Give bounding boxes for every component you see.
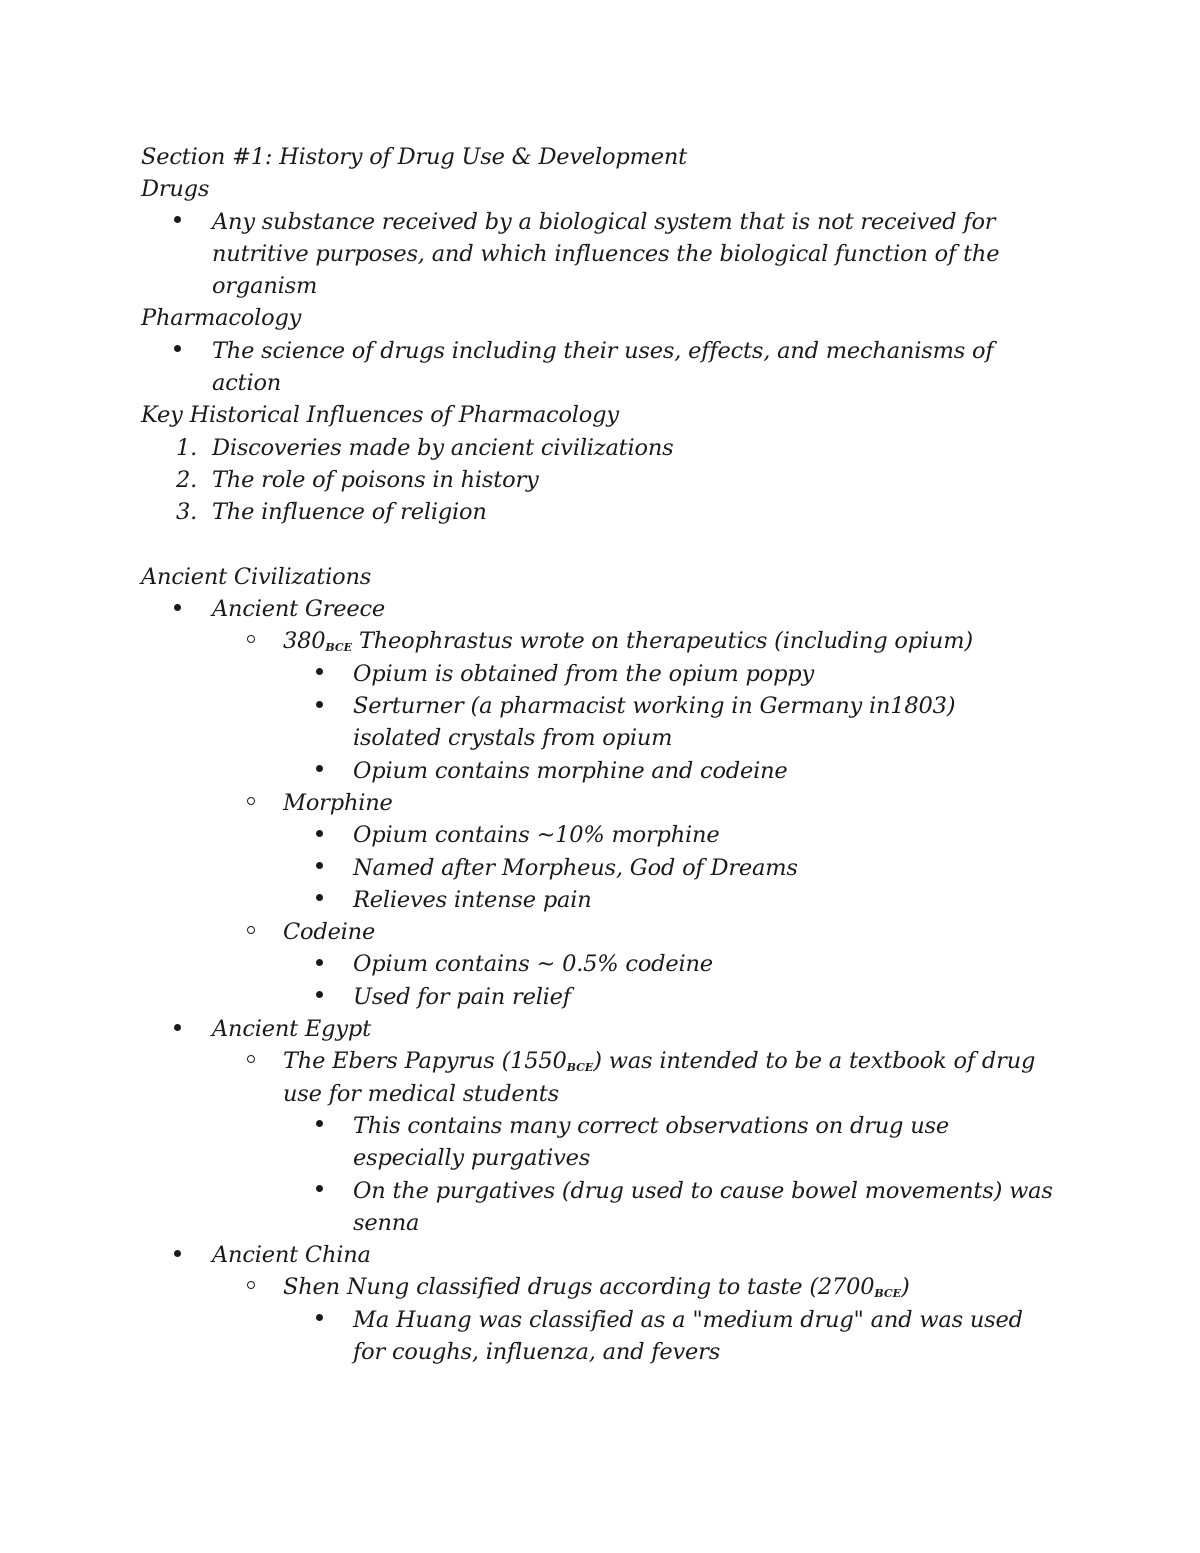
list-item: Ancient Greece: [141, 593, 1101, 625]
list-item: Any substance received by a biological system that is not received for: [141, 206, 1101, 238]
bullet-icon: [316, 959, 323, 966]
section-title: Section #1: History of Drug Use & Development: [141, 144, 687, 170]
sub-sub-list-item: On the purgatives (drug used to cause bowel movements) was: [141, 1175, 1101, 1207]
list-item-continuation: especially purgatives: [353, 1145, 591, 1172]
bullet-icon: [316, 1120, 323, 1127]
list-item-continuation: action: [212, 370, 282, 397]
item-number: 1.: [176, 434, 198, 461]
sub-sub-list-item: Named after Morpheus, God of Dreams: [141, 852, 1101, 884]
bullet-icon: [174, 345, 181, 352]
ancient-civilizations-heading: Ancient Civilizations: [141, 563, 372, 590]
bullet-icon: [174, 1024, 181, 1031]
bullet-icon: [316, 668, 323, 675]
hollow-bullet-icon: [247, 635, 255, 643]
sub-sub-list-item: Ma Huang was classified as a "medium drug" and was used: [141, 1304, 1101, 1336]
list-item: Ancient China: [141, 1239, 1101, 1271]
item-number: 3.: [176, 499, 198, 526]
sub-list-item: Codeine: [141, 916, 1101, 948]
hollow-bullet-icon: [247, 1281, 255, 1289]
bullet-icon: [316, 1185, 323, 1192]
pharmacology-heading: Pharmacology: [141, 305, 302, 332]
bullet-icon: [174, 216, 181, 223]
list-item-continuation: nutritive purposes, and which influences the biological function of the: [212, 240, 1000, 267]
bullet-icon: [174, 1250, 181, 1257]
list-item-continuation: isolated crystals from opium: [353, 725, 673, 752]
sub-sub-list-item: Opium contains ~ 0.5% codeine: [141, 948, 1101, 980]
list-item-continuation: organism: [212, 273, 318, 300]
bullet-icon: [174, 604, 181, 611]
hollow-bullet-icon: [247, 797, 255, 805]
list-item: Ancient Egypt: [141, 1013, 1101, 1045]
list-item-continuation: senna: [353, 1209, 420, 1236]
item-number: 2.: [176, 466, 198, 493]
sub-sub-list-item: This contains many correct observations on drug use: [141, 1110, 1101, 1142]
hollow-bullet-icon: [247, 926, 255, 934]
sub-list-item: Shen Nung classified drugs according to taste $(2700_{BCE})$: [141, 1271, 1101, 1303]
numbered-item: 1. Discoveries made by ancient civilizations: [141, 432, 1101, 464]
key-influences-heading: Key Historical Influences of Pharmacology: [141, 402, 619, 429]
numbered-item: 3. The influence of religion: [141, 496, 1101, 528]
sub-sub-list-item: Used for pain relief: [141, 981, 1101, 1013]
bullet-icon: [316, 701, 323, 708]
sub-list-item: Morphine: [141, 787, 1101, 819]
bullet-icon: [316, 862, 323, 869]
sub-sub-list-item: Serturner (a pharmacist working in Germany in1803): [141, 690, 1101, 722]
bullet-icon: [316, 830, 323, 837]
list-item-continuation: use for medical students: [283, 1080, 559, 1107]
list-item: The science of drugs including their uses, effects, and mechanisms of: [141, 335, 1101, 367]
bullet-icon: [316, 765, 323, 772]
sub-sub-list-item: Relieves intense pain: [141, 884, 1101, 916]
bullet-icon: [316, 991, 323, 998]
sub-list-item: $380_{BCE}$ Theophrastus wrote on therapeutics (including opium): [141, 625, 1101, 657]
numbered-item: 2. The role of poisons in history: [141, 464, 1101, 496]
sub-sub-list-item: Opium is obtained from the opium poppy: [141, 658, 1101, 690]
hollow-bullet-icon: [247, 1055, 255, 1063]
sub-sub-list-item: Opium contains ~10% morphine: [141, 819, 1101, 851]
drugs-heading: Drugs: [141, 176, 210, 203]
list-item-continuation: for coughs, influenza, and fevers: [353, 1338, 721, 1365]
sub-list-item: The Ebers Papyrus $(1550_{BCE})$ was intended to be a textbook of drug: [141, 1045, 1101, 1077]
bullet-icon: [316, 1314, 323, 1321]
sub-sub-list-item: Opium contains morphine and codeine: [141, 755, 1101, 787]
blank-line: [141, 529, 1101, 561]
bullet-icon: [316, 894, 323, 901]
notes-body: [141, 141, 1101, 1368]
